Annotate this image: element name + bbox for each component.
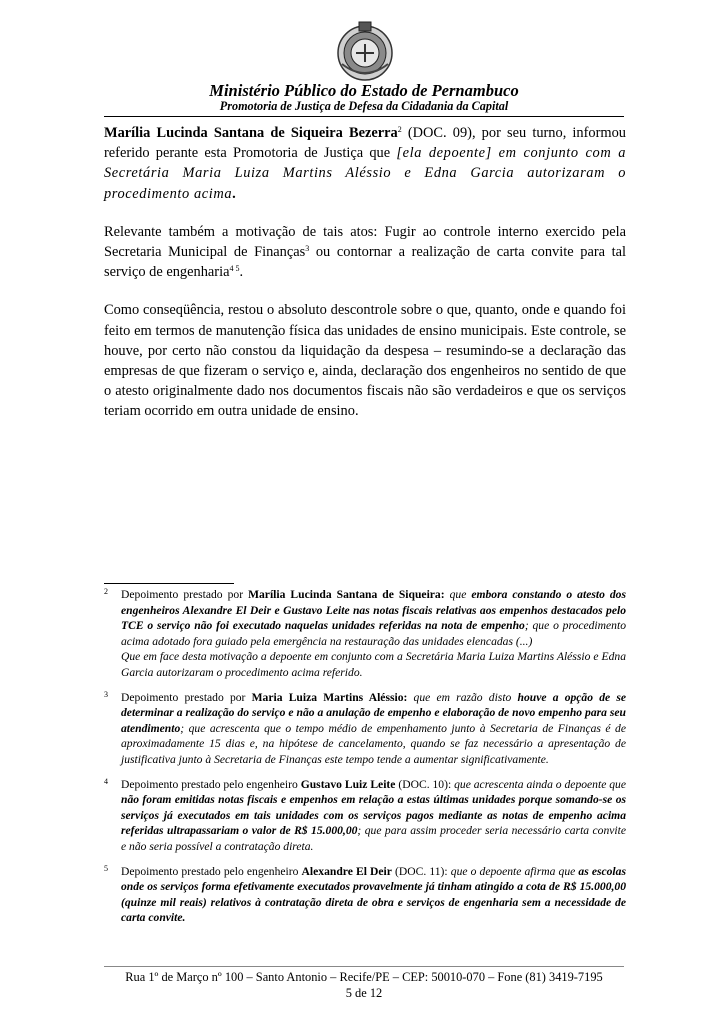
header-divider (104, 116, 624, 117)
paragraph-1 (104, 123, 626, 204)
footnote-deponent: Gustavo Luiz Leite (300, 777, 396, 791)
paragraph-2-end: . (239, 264, 244, 281)
footnote-ref-2: 2 (397, 125, 402, 134)
body-text (104, 123, 626, 440)
footnote-text: Depoimento prestado por (121, 690, 252, 704)
paragraph-1-text: (DOC. 09), por seu turno, informou referido perante esta Promotoria de Justiça que (104, 125, 626, 162)
footer-divider (104, 966, 624, 967)
footnote-emphasis: embora constando o atesto dos engenheiros Alexandre El Deir e Gustavo Leite nas notas fiscais relativas aos empenhos destacados pelo TCE o serviço não foi executado naquelas unidades referidas na nota de empenho (121, 588, 626, 633)
footnote-3 (104, 690, 626, 768)
footnote-emphasis: não foram emitidas notas fiscais e empenhos em relação a estas últimas unidades porque somando-se os serviços já executados em tais unidades com os serviços pagos mediante as notas de empenho acima referidas ultrapassariam o valor de R$ 15.000,00 (121, 793, 626, 838)
footnote-2 (104, 587, 626, 681)
footnote-text: (DOC. 11): (391, 864, 451, 878)
footnotes (104, 587, 626, 935)
header-subtitle: Promotoria de Justiça de Defesa da Cidadania da Capital (219, 99, 509, 113)
footnote-number: 5 (104, 863, 108, 873)
footnote-number: 3 (104, 689, 108, 699)
footnote-emphasis: as escolas onde os serviços forma efetivamente executados provavelmente já tinham atingido a cota de R$ 15.000,00 (quinze mil reais) relativos à contratação direta de obra e serviços de engenharia sem a necessidade de carta convite. (121, 864, 626, 925)
footnote-italic: Que em face desta motivação a depoente em conjunto com a Secretária Maria Luiza Martins Aléssio e Edna Garcia autorizaram o procedimento acima referido. (121, 650, 626, 679)
footnote-italic: que acrescenta ainda o depoente que (454, 777, 627, 791)
footnote-deponent: Alexandre El Deir (301, 864, 392, 878)
footnote-text: (DOC. 10): (395, 777, 455, 791)
footnote-italic: que o depoente afirma que (450, 864, 579, 878)
footnote-deponent: Maria Luiza Martins Aléssio: (251, 690, 408, 704)
paragraph-1-end: . (232, 185, 236, 202)
footnote-number: 4 (104, 776, 108, 786)
footnote-4 (104, 777, 626, 855)
footnote-italic: que em razão disto (407, 690, 518, 704)
coat-of-arms-icon (334, 20, 396, 82)
footnote-italic: ; que acrescenta que o tempo médio de empenhamento junto à Secretaria de Finanças é de aproximadamente 15 dias e, na hipótese de cancelamento, quando se faz necessário a apresentação de justificativa junto à Secretaria de Finanças este tempo tende a aumentar significativamente. (121, 721, 626, 766)
footnote-italic: ; que o procedimento acima adotado fora guiado pela emergência na restauração das unidades elencadas (...) (121, 619, 626, 648)
footnote-italic: que (444, 588, 472, 601)
footnote-emphasis: houve a opção de se determinar a realização do serviço e não a anulação de empenho e elaboração de novo empenho para seu atendimento (121, 690, 626, 735)
paragraph-2-text-a: Relevante também a motivação de tais atos: Fugir ao controle interno exercido pela Secretaria Municipal de Finanças (104, 223, 626, 261)
paragraph-3: Como conseqüência, restou o absoluto descontrole sobre o que, quanto, onde e quando foi feito em termos de manutenção física das unidades de ensino municipais. Este controle, se houve, por certo não constou da liquidação da despesa – resumindo-se a declaração das empresas de que fizeram o serviço e, ainda, declaração dos engenheiros no sentido de que o atesto originalmente dado nos documentos fiscais não são verdadeiros e que os serviços teriam ocorrido em outra unidade de ensino. (104, 302, 626, 420)
footnote-text: Depoimento prestado pelo engenheiro (121, 864, 302, 878)
footnote-deponent: Marília Lucinda Santana de Siqueira: (248, 588, 445, 601)
paragraph-2-text-b: ou contornar a realização de carta convite para tal serviço de engenharia (104, 244, 627, 281)
header-title: Ministério Público do Estado de Pernambuco (209, 81, 519, 100)
paragraph-1-quote: [ela depoente] em conjunto com a Secretária Maria Luiza Martins Aléssio e Edna Garcia autorizaram o procedimento acima (104, 145, 626, 202)
footnote-5 (104, 864, 626, 926)
paragraph-2 (104, 222, 626, 283)
footnote-ref-3: 3 (305, 244, 310, 254)
footnote-ref-4-5: 4 5 (229, 264, 240, 274)
footnote-italic: ; que para assim proceder seria necessário carta convite e não seria possível a contratação direta. (121, 824, 626, 853)
deponent-name: Marília Lucinda Santana de Siqueira Bezerra (104, 125, 398, 141)
footnote-text: Depoimento prestado por (121, 588, 249, 601)
footnote-text: Depoimento prestado pelo engenheiro (121, 777, 301, 791)
footnote-divider (104, 583, 234, 584)
page-number: 5 de 12 (345, 986, 383, 1000)
footnote-number: 2 (104, 587, 108, 596)
footer-address: Rua 1º de Março nº 100 – Santo Antonio – Recife/PE – CEP: 50010-070 – Fone (81) 3419-7195 (125, 970, 603, 984)
